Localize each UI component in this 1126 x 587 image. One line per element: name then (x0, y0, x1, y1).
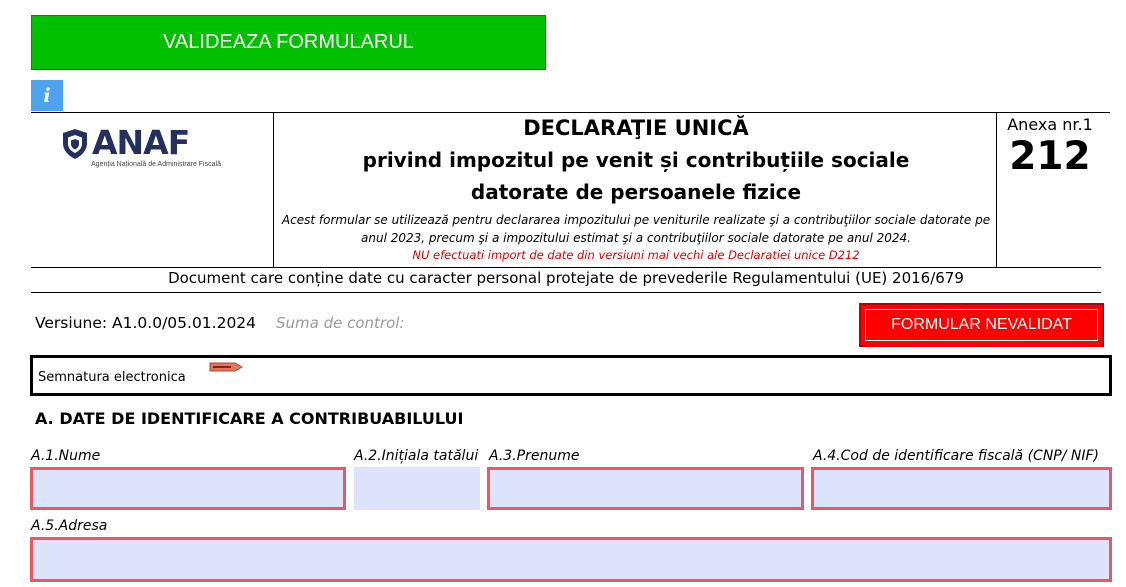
first-name-input[interactable] (490, 470, 801, 507)
address-field[interactable] (30, 537, 1112, 582)
annex-label: Anexa nr.1 (1007, 115, 1093, 134)
address-label: A.5.Adresa (31, 518, 108, 534)
name-field[interactable] (30, 467, 346, 510)
form-description: Acest formular se utilizează pentru declararea impozitului pe veniturile realizate şi a contribuţiilor sociale datorate pe anul 2023, precum şi a impozitului estimat şi a contribuţiilor sociale datorate pe anul 2024. (281, 213, 991, 245)
signature-label: Semnatura electronica (38, 370, 186, 385)
anaf-shield-icon (62, 128, 88, 160)
control-sum-label: Suma de control: (276, 314, 405, 332)
form-subtitle-line1: privind impozitul pe venit și contribuțiile sociale (362, 148, 910, 172)
father-initial-field[interactable] (354, 467, 480, 510)
form-status-label: FORMULAR NEVALIDAT (865, 309, 1098, 341)
address-input[interactable] (33, 540, 1109, 579)
header-top-border (31, 112, 1110, 113)
privacy-bottom-border (31, 292, 1101, 293)
tax-id-field[interactable] (811, 467, 1112, 510)
header-divider-left (273, 112, 274, 267)
logo-wordmark: ANAF (92, 123, 190, 162)
name-input[interactable] (33, 470, 343, 507)
header-bottom-border (31, 267, 1101, 268)
version-text: Versiune: A1.0.0/05.01.2024 (35, 314, 257, 332)
logo-subtitle: Agenția Națională de Administrare Fiscală (91, 161, 221, 168)
first-name-label: A.3.Prenume (489, 448, 580, 464)
annex-number: 212 (1009, 134, 1091, 179)
first-name-field[interactable] (487, 467, 804, 510)
validate-form-button[interactable]: VALIDEAZA FORMULARUL (31, 15, 546, 70)
info-icon[interactable]: i (31, 80, 63, 111)
section-a-title: A. DATE DE IDENTIFICARE A CONTRIBUABILULUI (35, 409, 464, 428)
form-title: DECLARAŢIE UNICĂ (523, 116, 749, 140)
signature-tag-icon[interactable] (209, 362, 243, 372)
father-initial-input[interactable] (354, 467, 480, 510)
electronic-signature-field[interactable] (30, 355, 1112, 396)
father-initial-label: A.2.Inițiala tatălui (354, 448, 479, 464)
form-status-button[interactable] (859, 303, 1104, 347)
privacy-notice: Document care conține date cu caracter personal protejate de prevederile Regulamentului (UE) 2016/679 (168, 269, 964, 287)
tax-id-label: A.4.Cod de identificare fiscală (CNP/ NIF) (813, 448, 1100, 464)
name-label: A.1.Nume (31, 448, 101, 464)
anaf-logo (62, 123, 232, 172)
import-warning: NU efectuati import de date din versiuni mai vechi ale Declaratiei unice D212 (412, 248, 860, 262)
form-subtitle-line2: datorate de persoanele fizice (470, 180, 802, 204)
tax-id-input[interactable] (814, 470, 1109, 507)
